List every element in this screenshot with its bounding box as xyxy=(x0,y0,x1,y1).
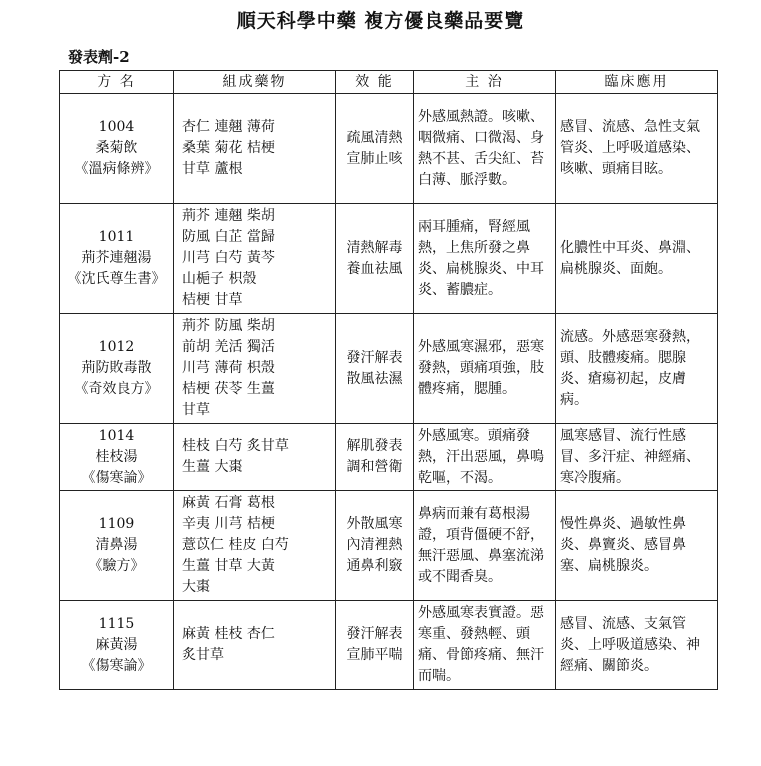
formula-name: 桂枝湯 xyxy=(95,448,138,465)
ingredients-cell xyxy=(174,601,336,690)
formula-code: 1012 xyxy=(98,339,135,355)
ingredient-line: 桔梗 甘草 xyxy=(182,292,243,308)
formula-source: 《傷寒論》 xyxy=(81,469,152,486)
ingredients-cell xyxy=(174,424,336,491)
table-row xyxy=(60,491,718,601)
header-formula-name: 方 名 xyxy=(60,71,174,94)
indication-text: 外感風寒濕邪，惡寒發熱，頭痛項強，肢體疼痛，腮腫。 xyxy=(418,339,544,397)
effect-line: 通鼻利竅 xyxy=(346,558,403,574)
effect-line: 散風祛濕 xyxy=(346,370,403,387)
clinical-cell xyxy=(556,94,718,204)
ingredient-line: 杏仁 連翹 薄荷 xyxy=(182,119,275,135)
ingredient-line: 防風 白芷 當歸 xyxy=(182,229,275,245)
ingredient-line: 桂枝 白芍 炙甘草 xyxy=(182,438,289,454)
formula-name-cell xyxy=(60,491,174,601)
table-header-row xyxy=(60,71,718,94)
ingredient-line: 荊芥 連翹 柴胡 xyxy=(182,208,275,224)
formula-name: 麻黃湯 xyxy=(95,636,138,653)
formula-source: 《溫病條辨》 xyxy=(74,161,159,177)
ingredient-line: 生薑 大棗 xyxy=(182,459,243,475)
ingredient-line: 前胡 羌活 獨活 xyxy=(182,339,275,355)
clinical-text: 流感。外感惡寒發熱，頭、肢體痠痛。腮腺炎、瘡瘍初起，皮膚病。 xyxy=(560,328,700,408)
ingredients-cell xyxy=(174,491,336,601)
ingredient-line: 山梔子 枳殼 xyxy=(182,271,257,287)
header-ingredients: 組成藥物 xyxy=(174,71,336,94)
ingredient-line: 麻黃 石膏 葛根 xyxy=(182,495,275,511)
indication-text: 兩耳腫痛，腎經風熱，上焦所發之鼻炎、扁桃腺炎、中耳炎、蓄膿症。 xyxy=(418,218,544,298)
page-title: 順天科學中藥 複方優良藥品要覽 xyxy=(236,10,525,32)
clinical-text: 慢性鼻炎、過敏性鼻炎、鼻竇炎、感冒鼻塞、扁桃腺炎。 xyxy=(560,516,686,574)
ingredient-line: 川芎 白芍 黃芩 xyxy=(182,250,275,266)
effect-line: 宣肺平喘 xyxy=(346,647,403,663)
ingredient-line: 麻黃 桂枝 杏仁 xyxy=(182,626,275,642)
formula-source: 《奇效良方》 xyxy=(74,381,159,397)
ingredient-line: 桑葉 菊花 桔梗 xyxy=(182,140,275,156)
table-row xyxy=(60,601,718,690)
ingredient-line: 荊芥 防風 柴胡 xyxy=(182,318,275,334)
table-row xyxy=(60,424,718,491)
formula-code: 1011 xyxy=(98,229,135,245)
effect-line: 宣肺止咳 xyxy=(346,150,403,167)
ingredient-line: 甘草 xyxy=(182,402,210,418)
clinical-text: 感冒、流感、支氣管炎、上呼吸道感染、神經痛、關節炎。 xyxy=(560,615,700,674)
table-row xyxy=(60,94,718,204)
formula-name-cell xyxy=(60,601,174,690)
header-effect: 效 能 xyxy=(336,71,414,94)
formula-name: 清鼻湯 xyxy=(95,537,138,553)
ingredients-cell xyxy=(174,204,336,314)
clinical-text: 感冒、流感、急性支氣管炎、上呼吸道感染、咳嗽、頭痛目眩。 xyxy=(560,119,700,177)
clinical-text: 化膿性中耳炎、鼻淵、扁桃腺炎、面皰。 xyxy=(560,239,700,277)
ingredient-line: 川芎 薄荷 枳殼 xyxy=(182,360,275,376)
ingredients-cell xyxy=(174,314,336,424)
ingredient-line: 炙甘草 xyxy=(182,647,224,663)
effect-cell xyxy=(336,204,414,314)
formula-source: 《傷寒論》 xyxy=(81,657,152,674)
clinical-cell xyxy=(556,601,718,690)
effect-cell xyxy=(336,491,414,601)
indication-cell xyxy=(414,94,556,204)
clinical-cell xyxy=(556,491,718,601)
indication-cell xyxy=(414,424,556,491)
effect-cell xyxy=(336,424,414,491)
indication-text: 外感風熱證。咳嗽、咽微痛、口微渴、身熱不甚、舌尖紅、苔白薄、脈浮數。 xyxy=(418,108,544,188)
effect-line: 養血祛風 xyxy=(346,260,403,277)
formula-code: 1109 xyxy=(98,516,135,532)
clinical-cell xyxy=(556,424,718,491)
clinical-cell xyxy=(556,314,718,424)
section-subtitle: 發表劑-2 xyxy=(68,48,130,66)
formula-name: 桑菊飲 xyxy=(95,140,138,156)
formula-name-cell xyxy=(60,94,174,204)
table-row xyxy=(60,314,718,424)
ingredients-cell xyxy=(174,94,336,204)
formula-code: 1115 xyxy=(98,615,135,632)
indication-text: 外感風寒表實證。惡寒重、發熱輕、頭痛、骨節疼痛、無汗而喘。 xyxy=(418,605,544,684)
formula-source: 《驗方》 xyxy=(88,558,145,574)
header-clinical-use: 臨床應用 xyxy=(556,71,718,94)
indication-cell xyxy=(414,491,556,601)
effect-cell xyxy=(336,94,414,204)
indication-text: 外感風寒。頭痛發熱，汗出惡風，鼻鳴乾嘔，不渴。 xyxy=(418,427,544,486)
effect-line: 外散風寒 xyxy=(346,516,403,532)
table-row xyxy=(60,204,718,314)
formula-name-cell xyxy=(60,204,174,314)
effect-line: 發汗解表 xyxy=(346,349,403,366)
clinical-cell xyxy=(556,204,718,314)
ingredient-line: 桔梗 茯苓 生薑 xyxy=(182,381,275,397)
formula-source: 《沈氏尊生書》 xyxy=(67,271,166,287)
ingredient-line: 生薑 甘草 大黃 xyxy=(182,558,275,574)
indication-cell xyxy=(414,601,556,690)
effect-line: 解肌發表 xyxy=(346,438,403,454)
formula-table xyxy=(59,70,718,690)
effect-line: 發汗解表 xyxy=(346,626,403,642)
formula-name: 荊防敗毒散 xyxy=(81,360,152,376)
formula-code: 1014 xyxy=(98,427,135,444)
formula-name-cell xyxy=(60,424,174,491)
clinical-text: 風寒感冒、流行性感冒、多汗症、神經痛、寒冷腹痛。 xyxy=(560,427,700,486)
effect-line: 清熱解毒 xyxy=(346,239,403,256)
indication-cell xyxy=(414,314,556,424)
formula-code: 1004 xyxy=(98,119,135,135)
ingredient-line: 辛夷 川芎 桔梗 xyxy=(182,516,275,532)
ingredient-line: 大棗 xyxy=(182,579,210,595)
effect-line: 疏風清熱 xyxy=(346,129,403,146)
header-indication: 主 治 xyxy=(414,71,556,94)
formula-name-cell xyxy=(60,314,174,424)
effect-cell xyxy=(336,601,414,690)
effect-line: 內清裡熱 xyxy=(346,537,403,553)
effect-cell xyxy=(336,314,414,424)
formula-name: 荊芥連翹湯 xyxy=(81,250,152,266)
ingredient-line: 薏苡仁 桂皮 白芍 xyxy=(182,537,289,553)
indication-cell xyxy=(414,204,556,314)
effect-line: 調和營衛 xyxy=(346,459,403,475)
ingredient-line: 甘草 蘆根 xyxy=(182,161,243,177)
indication-text: 鼻病而兼有葛根湯證，項背僵硬不舒，無汗惡風、鼻塞流涕或不聞香臭。 xyxy=(418,505,544,585)
